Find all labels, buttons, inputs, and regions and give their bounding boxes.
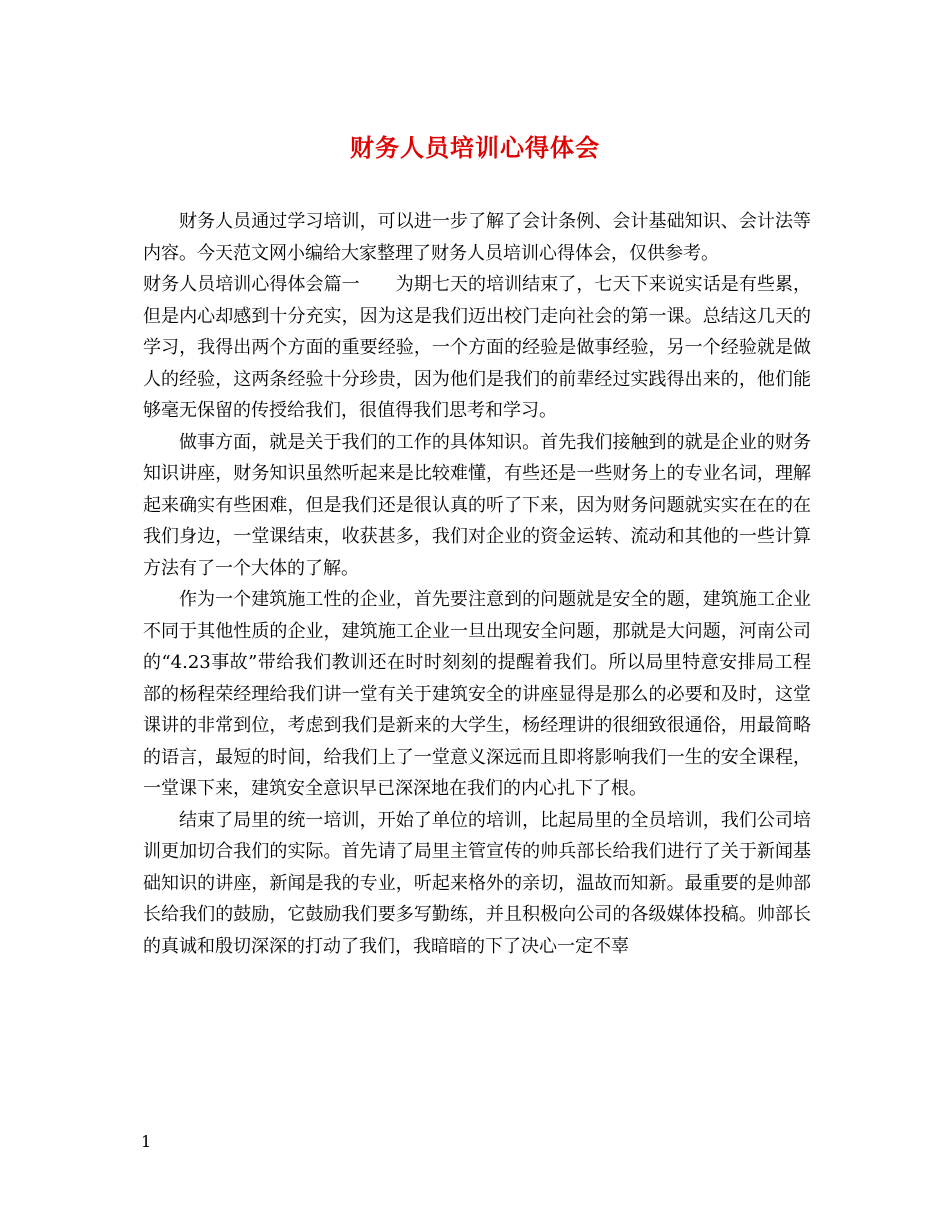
section-heading: 财务人员培训心得体会篇一	[143, 274, 360, 295]
body-paragraph: 作为一个建筑施工性的企业，首先要注意到的问题就是安全的题，建筑施工企业不同于其他性质的企业，建筑施工企业一旦出现安全问题，那就是大问题，河南公司的“4.23事故”带给我们教训还在时时刻刻的提醒着我们。所以局里特意安排局工程部的杨程荣经理给我们讲一堂有关于建筑安全的讲座显得是那么的必要和及时，这堂课讲的非常到位，考虑到我们是新来的大学生，杨经理讲的很细致很通俗，用最简略的语言，最短的时间，给我们上了一堂意义深远而且即将影响我们一生的安全课程，一堂课下来，建筑安全意识早已深深地在我们的内心扎下了根。	[143, 589, 811, 799]
body-paragraph: 做事方面，就是关于我们的工作的具体知识。首先我们接触到的就是企业的财务知识讲座，财务知识虽然听起来是比较难懂，有些还是一些财务上的专业名词，理解起来确实有些困难，但是我们还是很认真的听了下来，因为财务问题就实实在在的在我们身边，一堂课结束，收获甚多，我们对企业的资金运转、流动和其他的一些计算方法有了一个大体的了解。	[143, 431, 811, 579]
section-paragraph	[143, 269, 811, 427]
intro-paragraph: 财务人员通过学习培训，可以进一步了解了会计条例、会计基础知识、会计法等内容。今天范文网小编给大家整理了财务人员培训心得体会，仅供参考。	[143, 211, 811, 264]
document-title: 财务人员培训心得体会	[350, 133, 600, 162]
section-first-text: 为期七天的培训结束了，七天下来说实话是有些累，但是内心却感到十分充实，因为这是我们迈出校门走向社会的第一课。总结这几天的学习，我得出两个方面的重要经验，一个方面的经验是做事经验，另一个经验就是做人的经验，这两条经验十分珍贵，因为他们是我们的前辈经过实践得出来的，他们能够毫无保留的传授给我们，很值得我们思考和学习。	[143, 274, 811, 421]
document-body	[143, 206, 811, 962]
body-paragraph: 结束了局里的统一培训，开始了单位的培训，比起局里的全员培训，我们公司培训更加切合我们的实际。首先请了局里主管宣传的帅兵部长给我们进行了关于新闻基础知识的讲座，新闻是我的专业，听起来格外的亲切，温故而知新。最重要的是帅部长给我们的鼓励，它鼓励我们要多写勤练，并且积极向公司的各级媒体投稿。帅部长的真诚和殷切深深的打动了我们，我暗暗的下了决心一定不辜	[143, 809, 811, 957]
page-number: 1	[141, 1132, 152, 1151]
